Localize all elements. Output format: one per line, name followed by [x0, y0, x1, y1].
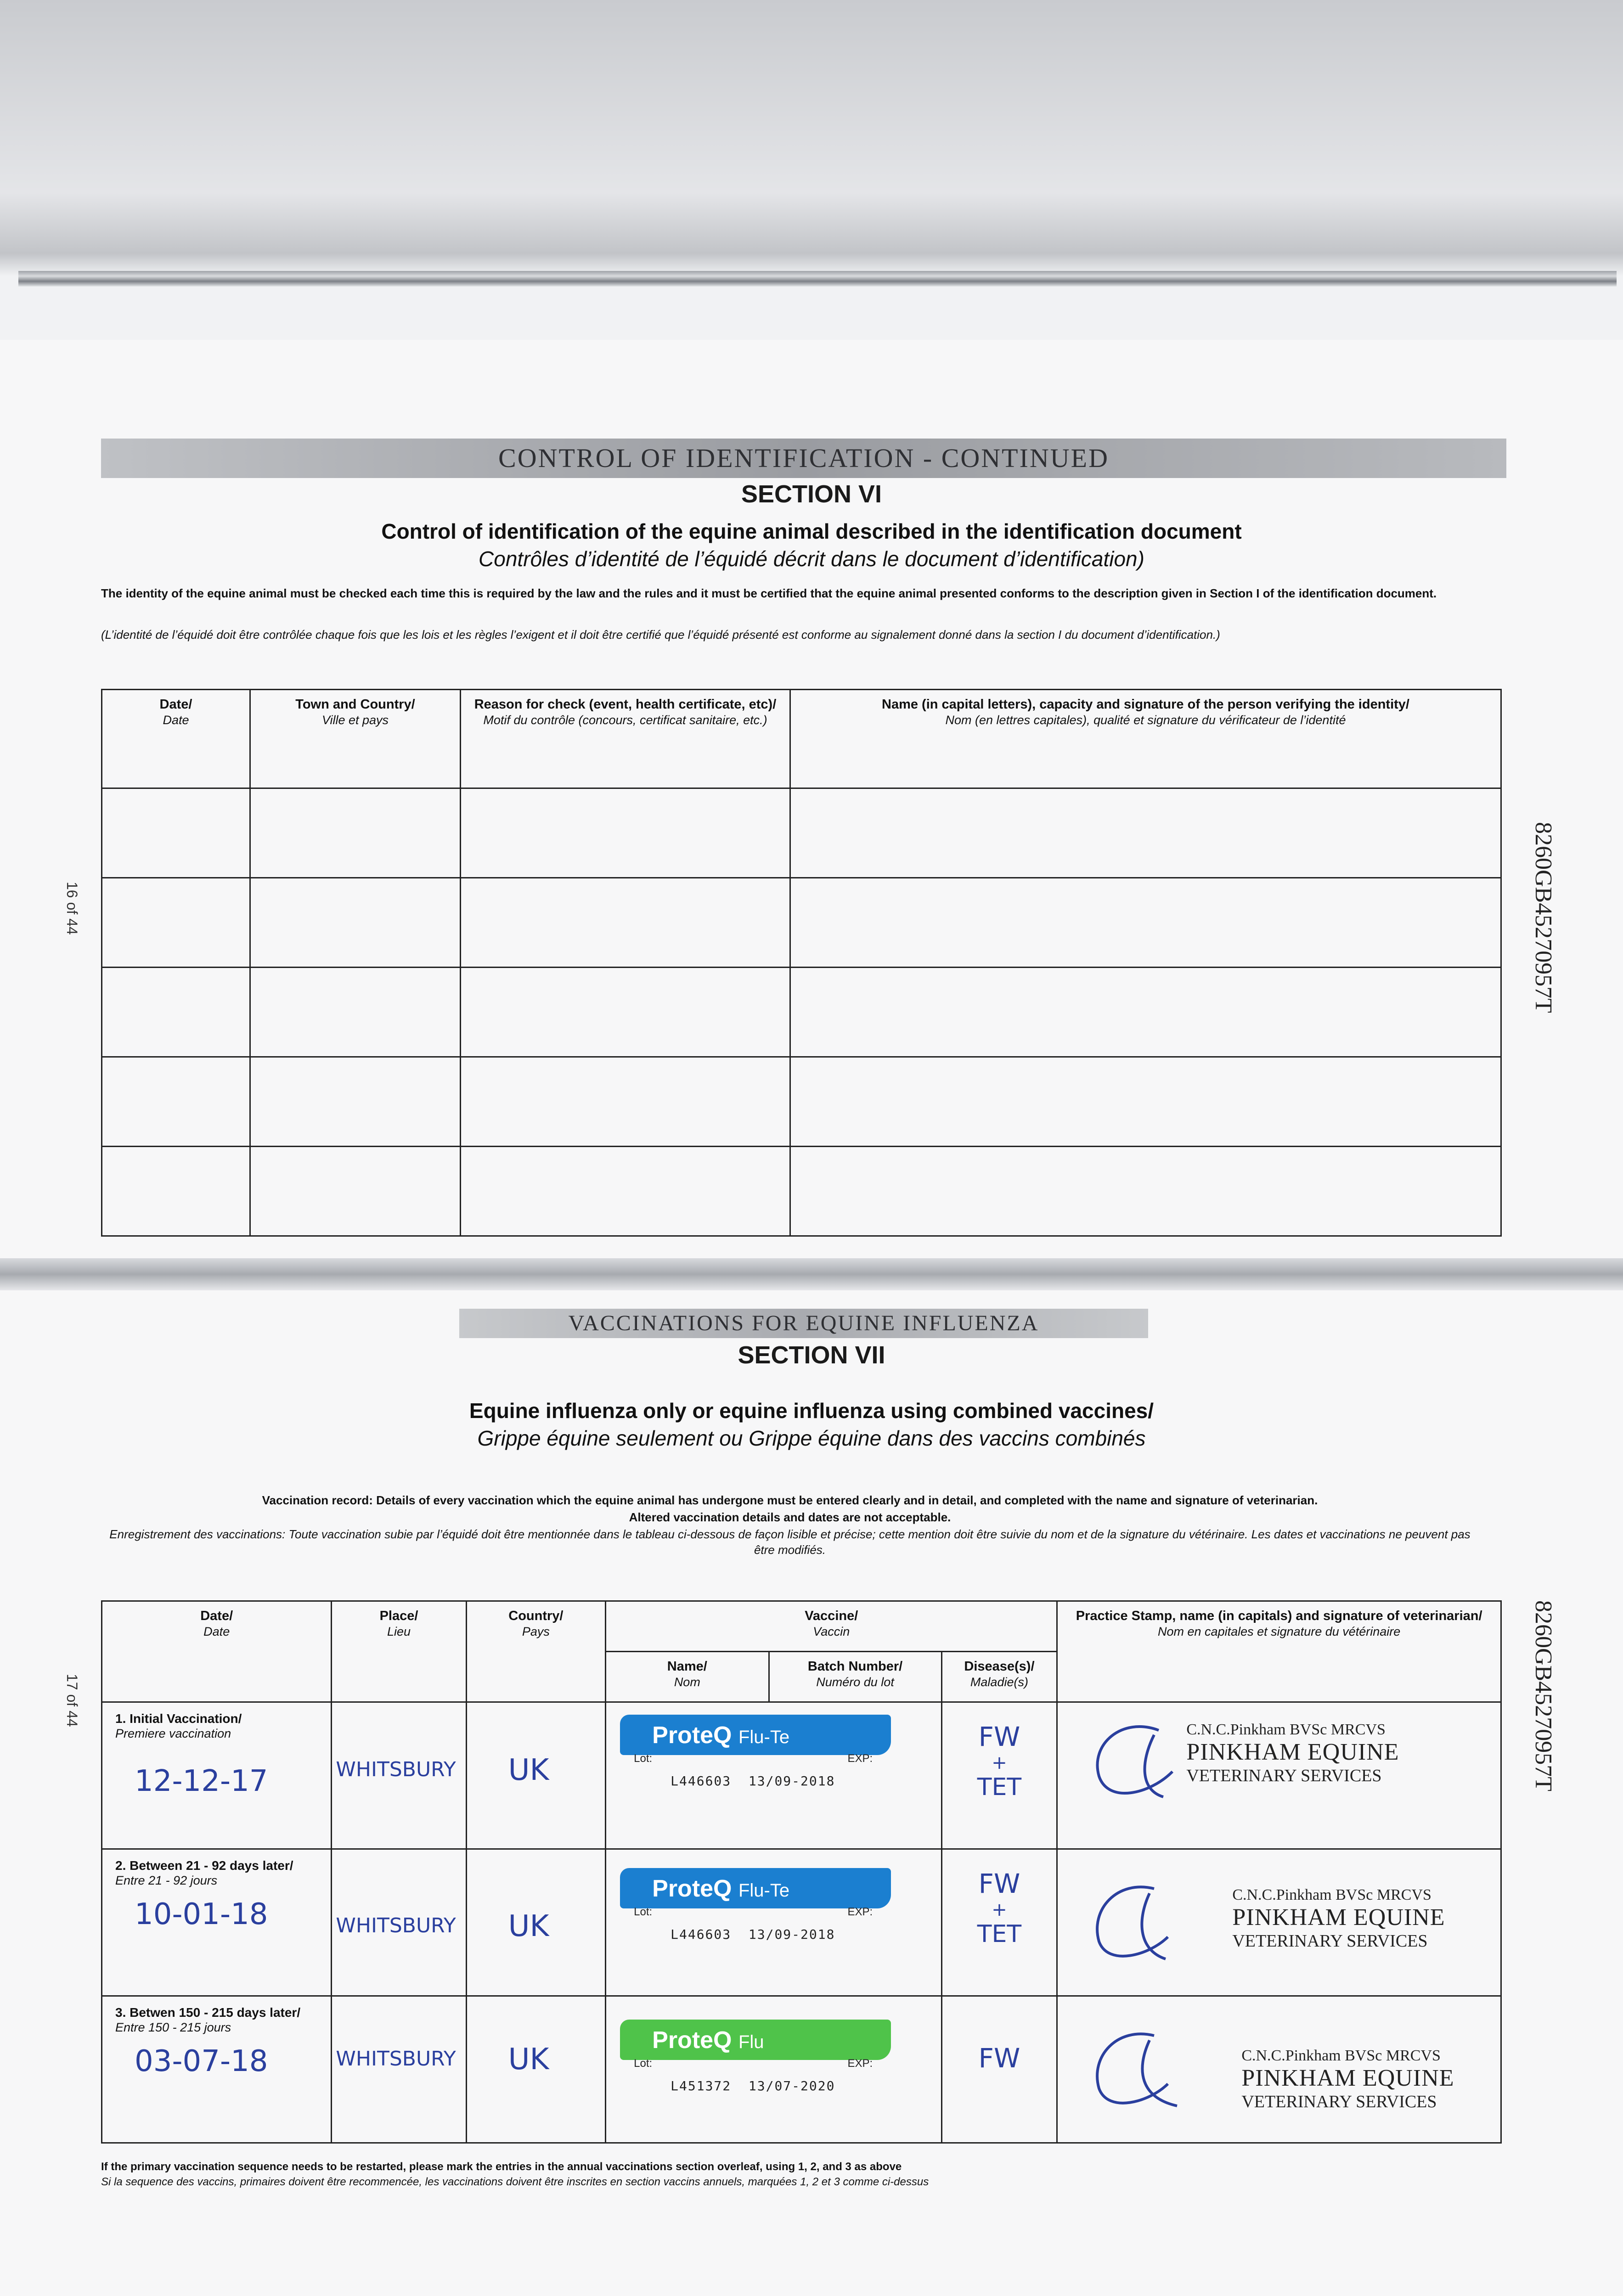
table-row	[102, 788, 1501, 878]
vaccination-row-1	[102, 1702, 1501, 1849]
date-cell[interactable]: 2. Between 21 - 92 days later/ Entre 21 - 92 jours 10-01-18	[102, 1849, 332, 1996]
disease-cell[interactable]: FW + TET	[941, 1849, 1057, 1996]
disease-cell[interactable]: FW	[941, 1996, 1057, 2143]
header-batch: Batch Number/ Numéro du lot	[769, 1652, 941, 1702]
reason-cell[interactable]	[461, 878, 790, 968]
place-cell[interactable]: WHITSBURY	[332, 1849, 466, 1996]
identification-check-table	[101, 689, 1502, 1237]
veterinarian-signature	[1085, 1877, 1191, 1969]
page-number-17: 17 of 44	[64, 1674, 80, 1727]
date-cell[interactable]: 3. Betwen 150 - 215 days later/ Entre 150 - 215 jours 03-07-18	[102, 1996, 332, 2143]
handwritten-date: 10-01-18	[135, 1897, 268, 1931]
vaccine-brand-band: ProteQ Flu-Te	[620, 1868, 891, 1908]
document-id-bottom: 8260GB45270957T	[1530, 1600, 1556, 1791]
date-cell[interactable]	[102, 1147, 250, 1236]
vaccine-label-cell[interactable]	[606, 1849, 941, 1996]
handwritten-date: 12-12-17	[135, 1764, 268, 1798]
header-vaccine-name: Name/ Nom	[606, 1652, 769, 1702]
vaccination-row-2	[102, 1849, 1501, 1996]
table-row	[102, 878, 1501, 968]
section6-subtitle-en: Control of identification of the equine animal described in the identification document	[381, 519, 1242, 543]
reason-cell[interactable]	[461, 968, 790, 1057]
verifier-cell[interactable]	[790, 1147, 1501, 1236]
date-cell[interactable]: 1. Initial Vaccination/ Premiere vaccination 12-12-17	[102, 1702, 332, 1849]
section6-banner: CONTROL OF IDENTIFICATION - CONTINUED	[101, 439, 1506, 478]
header-date: Date/ Date	[102, 1601, 332, 1702]
header-disease: Disease(s)/ Maladie(s)	[941, 1652, 1057, 1702]
date-cell[interactable]	[102, 1057, 250, 1147]
disease-cell[interactable]: FW + TET	[941, 1702, 1057, 1849]
vaccination-row-3	[102, 1996, 1501, 2143]
date-cell[interactable]	[102, 878, 250, 968]
place-cell[interactable]: WHITSBURY	[332, 1702, 466, 1849]
document-id-top: 8260GB45270957T	[1530, 822, 1556, 1013]
page-fold-line	[18, 271, 1617, 287]
header-vaccine: Vaccine/ Vaccin	[606, 1601, 1057, 1652]
section6-instruction-fr: (L’identité de l’équidé doit être contrôlée chaque fois que les lois et les règles l’exigent et il doit être certifié que l’équidé présenté est conforme au signalement donné dans la section I du document d’identification.)	[101, 628, 1220, 642]
reason-cell[interactable]	[461, 1057, 790, 1147]
place-cell[interactable]: WHITSBURY	[332, 1996, 466, 2143]
header-stamp: Practice Stamp, name (in capitals) and signature of veterinarian/ Nom en capitales et signature du vétérinaire	[1057, 1601, 1501, 1702]
country-cell[interactable]: UK	[466, 1849, 606, 1996]
header-reason: Reason for check (event, health certificate, etc)/ Motif du contrôle (concours, certificat sanitaire, etc.)	[461, 690, 790, 788]
header-place: Place/ Lieu	[332, 1601, 466, 1702]
vaccination-table	[101, 1600, 1502, 2144]
veterinarian-signature	[1085, 1716, 1191, 1808]
table-row	[102, 968, 1501, 1057]
handwritten-date: 03-07-18	[135, 2044, 268, 2078]
verifier-cell[interactable]	[790, 788, 1501, 878]
vaccine-sticker: ProteQ Flu-Te Lot: EXP: L446603 13/09-2018	[620, 1868, 877, 1955]
section6-instruction-en: The identity of the equine animal must be checked each time this is required by the law and the rules and it must be certified that the equine animal presented conforms to the description given in Section I of the identification document.	[101, 586, 1437, 600]
table-row	[102, 1057, 1501, 1147]
page-number-16: 16 of 44	[64, 882, 80, 935]
section6-subtitle-fr: Contrôles d’identité de l’équidé décrit dans le document d’identification)	[479, 547, 1144, 571]
country-cell[interactable]: UK	[466, 1996, 606, 2143]
page-fold	[0, 1258, 1623, 1290]
reason-cell[interactable]	[461, 1147, 790, 1236]
section7-subtitle-fr: Grippe équine seulement ou Grippe équine dans des vaccins combinés	[477, 1426, 1146, 1450]
footer-note-fr: Si la sequence des vaccins, primaires doivent être recommencée, les vaccinations doivent être inscrites en section vaccins annuels, marquées 1, 2 et 3 comme ci-dessus	[101, 2176, 929, 2188]
footer-note-en: If the primary vaccination sequence needs to be restarted, please mark the entries in the annual vaccinations section overleaf, using 1, 2, and 3 as above	[101, 2161, 902, 2173]
stamp-cell[interactable]	[1057, 1849, 1501, 1996]
date-cell[interactable]	[102, 968, 250, 1057]
vaccine-brand-band: ProteQ Flu-Te	[620, 1715, 891, 1755]
section7-record-en: Vaccination record: Details of every vaccination which the equine animal has undergone must be entered clearly and in detail, and completed with the name and signature of veterinarian.	[262, 1493, 1318, 1507]
vaccine-label-cell[interactable]	[606, 1702, 941, 1849]
town-cell[interactable]	[250, 1147, 461, 1236]
vaccine-sticker: ProteQ Flu Lot: EXP: L451372 13/07-2020	[620, 2020, 877, 2107]
verifier-cell[interactable]	[790, 878, 1501, 968]
vaccine-label-cell[interactable]	[606, 1996, 941, 2143]
town-cell[interactable]	[250, 878, 461, 968]
header-date: Date/ Date	[102, 690, 250, 788]
section7-record-en2: Altered vaccination details and dates are not acceptable.	[629, 1510, 951, 1524]
section7-subtitle-en: Equine influenza only or equine influenza using combined vaccines/	[469, 1399, 1154, 1423]
veterinarian-signature	[1085, 2024, 1191, 2116]
passport-page	[0, 340, 1623, 2296]
practice-stamp: C.N.C.Pinkham BVSc MRCVS PINKHAM EQUINE VETERINARY SERVICES	[1241, 2047, 1454, 2111]
header-town-country: Town and Country/ Ville et pays	[250, 690, 461, 788]
verifier-cell[interactable]	[790, 1057, 1501, 1147]
table-row	[102, 1147, 1501, 1236]
header-country: Country/ Pays	[466, 1601, 606, 1702]
scan-top-shadow	[0, 0, 1623, 276]
practice-stamp: C.N.C.Pinkham BVSc MRCVS PINKHAM EQUINE VETERINARY SERVICES	[1232, 1886, 1445, 1951]
country-cell[interactable]: UK	[466, 1702, 606, 1849]
town-cell[interactable]	[250, 1057, 461, 1147]
stamp-cell[interactable]	[1057, 1996, 1501, 2143]
vaccine-sticker: ProteQ Flu-Te Lot: EXP: L446603 13/09-2018	[620, 1715, 877, 1802]
section7-record-fr: Enregistrement des vaccinations: Toute vaccination subie par l’équidé doit être mentionnée dans le tableau ci-dessous de façon lisible et précise; cette mention doit être suivie du nom et de la signature du vétérinaire. Les dates et vaccinations ne peuvent pas être modifiés.	[109, 1527, 1471, 1557]
stamp-cell[interactable]	[1057, 1702, 1501, 1849]
header-verifier: Name (in capital letters), capacity and signature of the person verifying the identity/ Nom (en lettres capitales), qualité et signature du vérificateur de l’identité	[790, 690, 1501, 788]
section6-title: SECTION VI	[741, 480, 882, 508]
date-cell[interactable]	[102, 788, 250, 878]
section7-title: SECTION VII	[738, 1341, 885, 1369]
verifier-cell[interactable]	[790, 968, 1501, 1057]
town-cell[interactable]	[250, 968, 461, 1057]
town-cell[interactable]	[250, 788, 461, 878]
vaccine-brand-band: ProteQ Flu	[620, 2020, 891, 2060]
reason-cell[interactable]	[461, 788, 790, 878]
practice-stamp: C.N.C.Pinkham BVSc MRCVS PINKHAM EQUINE VETERINARY SERVICES	[1186, 1721, 1399, 1785]
section7-banner: VACCINATIONS FOR EQUINE INFLUENZA	[459, 1309, 1148, 1338]
